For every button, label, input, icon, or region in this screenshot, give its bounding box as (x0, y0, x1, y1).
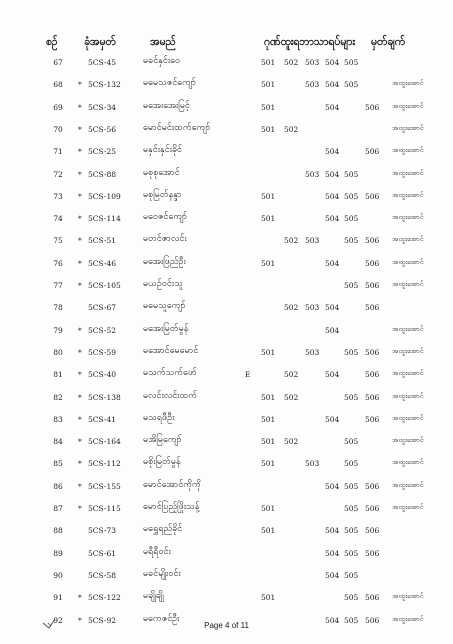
roll-no: 5CS-34 (88, 102, 117, 112)
subject-503: 503 (305, 347, 320, 357)
subject-504: 504 (325, 548, 340, 558)
roll-no: 5CS-59 (88, 347, 117, 357)
student-name: မလင်းလင်းထက် (143, 390, 198, 401)
student-name: မစုစုအောင် (143, 167, 180, 178)
serial-no: 85 (53, 459, 63, 469)
roll-no: 5CS-164 (88, 437, 121, 447)
student-name: မဝေဇင်ကျော် (143, 212, 188, 223)
subject-501: 501 (261, 504, 276, 513)
subject-505: 505 (344, 169, 359, 179)
table-row (0, 207, 453, 229)
subject-504: 504 (325, 615, 340, 625)
subject-506: 506 (365, 504, 380, 513)
table-row (0, 542, 453, 564)
subject-504: 504 (325, 147, 340, 157)
roll-no: 5CS-155 (88, 481, 121, 491)
subject-505: 505 (344, 437, 359, 447)
serial-no: 74 (53, 214, 63, 224)
remark: အထူးအောင် (392, 123, 424, 132)
table-row (0, 519, 453, 541)
remark: အထူးအောင် (392, 101, 424, 110)
student-name: မကေဇင်ဦး (143, 613, 180, 624)
roll-no: 5CS-52 (88, 325, 117, 335)
star-mark: * (78, 392, 82, 402)
remark: အထူးအောင် (392, 369, 424, 378)
table-row (0, 452, 453, 474)
star-mark: * (78, 414, 82, 424)
subject-503: 503 (305, 80, 320, 90)
star-mark: * (78, 191, 82, 201)
student-name: မစုမြတ်နန္ဒာ (143, 189, 182, 200)
table-row (0, 229, 453, 251)
student-name: မမေသူကျော် (143, 301, 186, 312)
serial-no: 86 (53, 481, 63, 491)
student-name: မနှင်းနှင်းခိုင် (143, 145, 183, 156)
remark: အထူးအောင် (392, 168, 424, 177)
star-mark: * (78, 169, 82, 179)
subject-504: 504 (325, 570, 340, 580)
subject-501: 501 (261, 80, 276, 90)
star-mark: * (78, 258, 82, 268)
subject-501: 501 (261, 102, 276, 112)
remark: အထူးအောင် (392, 614, 424, 623)
student-name: မောင်မင်းထက်ကျော် (143, 122, 211, 133)
subject-506: 506 (365, 615, 380, 625)
table-row (0, 118, 453, 140)
subject-504: 504 (325, 80, 340, 90)
subject-503: 503 (305, 303, 320, 313)
roll-no: 5CS-40 (88, 370, 117, 380)
star-mark: * (78, 147, 82, 157)
subject-505: 505 (344, 191, 359, 201)
serial-no: 67 (53, 58, 63, 67)
remark: အထူးအောင် (392, 458, 424, 467)
subject-501: 501 (261, 58, 276, 67)
roll-no: 5CS-138 (88, 392, 121, 402)
student-name: မစိုးမြတ်မွန် (143, 457, 181, 468)
table-row (0, 140, 453, 162)
handwritten-initial-mark (40, 611, 60, 631)
subject-505: 505 (344, 58, 359, 67)
subject-504: 504 (325, 191, 340, 201)
subject-503: 503 (305, 236, 320, 246)
subject-504: 504 (325, 214, 340, 224)
remark: အထူးအောင် (392, 79, 424, 88)
subject-502: 502 (284, 392, 299, 402)
subject-505: 505 (344, 593, 359, 603)
subject-506: 506 (365, 347, 380, 357)
serial-no: 69 (53, 102, 63, 112)
serial-no: 82 (53, 392, 63, 402)
subject-503: 503 (305, 459, 320, 469)
star-mark: * (78, 593, 82, 603)
subject-504: 504 (325, 325, 340, 335)
subject-506: 506 (365, 593, 380, 603)
subject-506: 506 (365, 258, 380, 268)
table-row (0, 564, 453, 586)
subject-504: 504 (325, 102, 340, 112)
subject-506: 506 (365, 526, 380, 536)
subject-502: 502 (284, 58, 299, 67)
subject-506: 506 (365, 102, 380, 112)
serial-no: 72 (53, 169, 63, 179)
remark: အထူးအောင် (392, 592, 424, 601)
serial-no: 70 (53, 124, 63, 134)
header-remark: မှတ်ချက် (371, 36, 406, 48)
remark: အထူးအောင် (392, 324, 424, 333)
serial-no: 91 (53, 593, 63, 603)
table-row (0, 51, 453, 73)
subject-506: 506 (365, 414, 380, 424)
student-name: မတင်ဇာလင်း (143, 234, 187, 245)
subject-501: 501 (261, 124, 276, 134)
table-row (0, 497, 453, 519)
subject-504: 504 (325, 370, 340, 380)
roll-no: 5CS-114 (88, 214, 121, 224)
serial-no: 75 (53, 236, 63, 246)
serial-no: 83 (53, 414, 63, 424)
star-mark: * (78, 437, 82, 447)
table-row (0, 274, 453, 296)
student-name: မောင်အောင်ကိုကို (143, 479, 201, 490)
remark: အထူးအောင် (392, 213, 424, 222)
subject-501: 501 (261, 258, 276, 268)
subject-505: 505 (344, 236, 359, 246)
roll-no: 5CS-61 (88, 548, 117, 558)
serial-no: 68 (53, 80, 63, 90)
student-name: မရီရီဝင်း (143, 546, 171, 557)
student-name: မောင်ပြည့်ဖြိုးသန့် (143, 502, 200, 512)
header-serial-no: စဉ် (46, 36, 58, 48)
student-name: မသက်သက်ဖော် (143, 368, 197, 379)
table-row (0, 475, 453, 497)
subject-504: 504 (325, 169, 340, 179)
roll-no: 5CS-92 (88, 615, 117, 625)
subject-506: 506 (365, 191, 380, 201)
student-name: မအေးဖြည်ဦး (143, 256, 186, 267)
star-mark: * (78, 80, 82, 90)
subject-504: 504 (325, 414, 340, 424)
subject-501: 501 (261, 437, 276, 447)
table-row (0, 252, 453, 274)
remark: အထူးအောင် (392, 346, 424, 355)
table-row (0, 96, 453, 118)
subject-505: 505 (344, 281, 359, 290)
roll-no: 5CS-105 (88, 281, 121, 290)
subject-501: 501 (261, 593, 276, 603)
subject-501: 501 (261, 347, 276, 357)
serial-no: 87 (53, 504, 63, 513)
serial-no: 84 (53, 437, 63, 447)
remark: အထူးအောင် (392, 190, 424, 199)
student-name: မအေးမြတ်မွန် (143, 323, 189, 334)
star-mark: * (78, 236, 82, 246)
remark: အထူးအောင် (392, 503, 424, 511)
serial-no: 89 (53, 548, 63, 558)
roll-no: 5CS-112 (88, 459, 121, 469)
student-name: မမေသဇင်ကျော် (143, 78, 197, 89)
roll-no: 5CS-56 (88, 124, 117, 134)
subject-503: 503 (305, 169, 320, 179)
student-name: မယဉ်ဝင်းသူ (143, 279, 183, 289)
remark: အထူးအောင် (392, 146, 424, 155)
student-name: မခင်နှင်းဝေ (143, 56, 181, 66)
serial-no: 79 (53, 325, 63, 335)
roll-no: 5CS-73 (88, 526, 117, 536)
e-mark: E (245, 370, 251, 380)
roll-no: 5CS-115 (88, 504, 121, 513)
subject-505: 505 (344, 392, 359, 402)
subject-506: 506 (365, 147, 380, 157)
subject-506: 506 (365, 303, 380, 313)
subject-505: 505 (344, 347, 359, 357)
serial-no: 88 (53, 526, 63, 536)
student-name: မရွှေရည်ခိုင် (143, 524, 183, 535)
page-number: Page 4 of 11 (204, 621, 249, 630)
table-row (0, 341, 453, 363)
serial-no: 78 (53, 303, 63, 313)
header-roll-no: ခုံအမှတ် (84, 36, 116, 48)
student-name: မခင်မျိုးဝင်း (143, 568, 181, 579)
roll-no: 5CS-67 (88, 303, 117, 313)
subject-504: 504 (325, 481, 340, 491)
star-mark: * (78, 370, 82, 380)
roll-no: 5CS-132 (88, 80, 121, 90)
subject-502: 502 (284, 303, 299, 313)
remark: အထူးအောင် (392, 480, 424, 489)
subject-505: 505 (344, 214, 359, 224)
subject-506: 506 (365, 236, 380, 246)
roll-no: 5CS-46 (88, 258, 117, 268)
roll-no: 5CS-88 (88, 169, 117, 179)
star-mark: * (78, 281, 82, 290)
star-mark: * (78, 615, 82, 625)
student-name: မအိမြကျော် (143, 435, 182, 446)
student-name: မသရဖီဦး (143, 412, 175, 423)
remark: အထူးအောင် (392, 235, 424, 244)
remark: အထူးအောင် (392, 413, 424, 422)
star-mark: * (78, 504, 82, 513)
subject-504: 504 (325, 526, 340, 536)
serial-no: 77 (53, 281, 63, 290)
subject-503: 503 (305, 58, 320, 67)
table-row (0, 363, 453, 385)
roll-no: 5CS-122 (88, 593, 121, 603)
subject-504: 504 (325, 258, 340, 268)
subject-501: 501 (261, 392, 276, 402)
remark: အထူးအောင် (392, 436, 424, 445)
table-row (0, 430, 453, 452)
table-row (0, 185, 453, 207)
star-mark: * (78, 347, 82, 357)
star-mark: * (78, 102, 82, 112)
star-mark: * (78, 481, 82, 491)
table-row (0, 296, 453, 318)
roll-no: 5CS-25 (88, 147, 117, 157)
serial-no: 71 (53, 147, 63, 157)
roll-no: 5CS-58 (88, 570, 117, 580)
subject-502: 502 (284, 370, 299, 380)
serial-no: 80 (53, 347, 63, 357)
roll-no: 5CS-45 (88, 58, 117, 67)
subject-505: 505 (344, 548, 359, 558)
subject-506: 506 (365, 392, 380, 402)
roll-no: 5CS-109 (88, 191, 121, 201)
subject-505: 505 (344, 80, 359, 90)
subject-504: 504 (325, 303, 340, 313)
table-row (0, 163, 453, 185)
subject-505: 505 (344, 570, 359, 580)
serial-no: 92 (53, 615, 63, 625)
subject-506: 506 (365, 481, 380, 491)
remark: အထူးအောင် (392, 280, 424, 288)
subject-505: 505 (344, 481, 359, 491)
subject-505: 505 (344, 459, 359, 469)
subject-506: 506 (365, 281, 380, 290)
student-name: မချိုချို (143, 591, 164, 602)
student-name: မအောင်မေမောင် (143, 345, 199, 356)
roll-no: 5CS-51 (88, 236, 117, 246)
table-row (0, 586, 453, 608)
star-mark: * (78, 459, 82, 469)
star-mark: * (78, 325, 82, 335)
subject-505: 505 (344, 615, 359, 625)
star-mark: * (78, 124, 82, 134)
subject-501: 501 (261, 414, 276, 424)
remark: အထူးအောင် (392, 391, 424, 400)
header-distinction-subjects: ဂုဏ်ထူးရဘာသာရပ်များ (264, 36, 355, 48)
serial-no: 81 (53, 370, 63, 380)
roll-no: 5CS-41 (88, 414, 117, 424)
subject-505: 505 (344, 526, 359, 536)
serial-no: 73 (53, 191, 63, 201)
subject-502: 502 (284, 437, 299, 447)
subject-501: 501 (261, 191, 276, 201)
remark: အထူးအောင် (392, 257, 424, 266)
subject-504: 504 (325, 58, 340, 67)
table-row (0, 386, 453, 408)
subject-506: 506 (365, 548, 380, 558)
subject-502: 502 (284, 236, 299, 246)
subject-506: 506 (365, 370, 380, 380)
serial-no: 76 (53, 258, 63, 268)
star-mark: * (78, 214, 82, 224)
subject-505: 505 (344, 504, 359, 513)
serial-no: 90 (53, 570, 63, 580)
student-name: မအေးအေးမြင့် (143, 100, 190, 111)
subject-501: 501 (261, 526, 276, 536)
table-row (0, 319, 453, 341)
subject-501: 501 (261, 214, 276, 224)
table-row (0, 408, 453, 430)
header-name: အမည် (150, 36, 176, 48)
subject-501: 501 (261, 459, 276, 469)
table-row (0, 73, 453, 95)
subject-502: 502 (284, 124, 299, 134)
